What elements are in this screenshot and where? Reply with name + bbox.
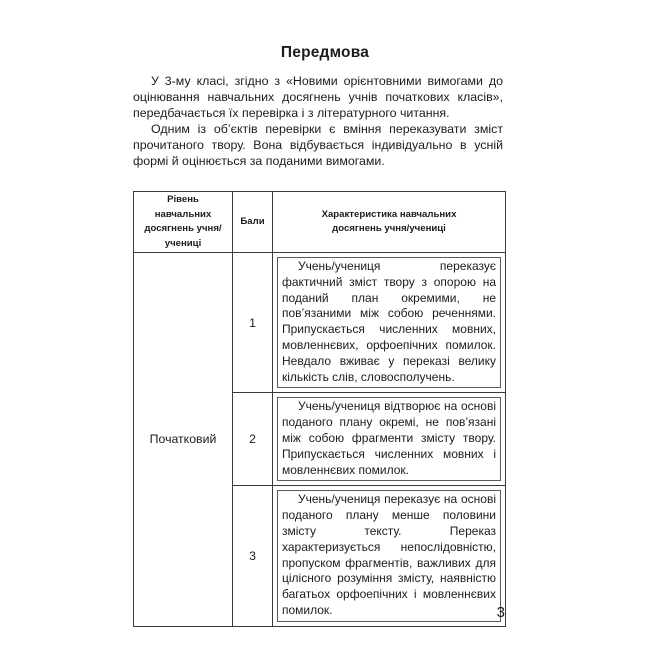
description-cell [273, 393, 506, 486]
table-header-row [134, 192, 506, 253]
page-title: Передмова [280, 44, 370, 61]
score-cell: 3 [233, 486, 273, 626]
page-number: 3 [496, 604, 505, 621]
description-box [277, 490, 501, 621]
table-row [134, 253, 506, 393]
description-box [277, 257, 501, 388]
intro-text [133, 73, 503, 169]
description-box [277, 397, 501, 481]
grading-table [133, 191, 506, 627]
description-cell [273, 486, 506, 626]
description-text: Учень/учениця переказує на основі поданого плану менше половини змісту тексту. Переказ характеризується непослідовністю, пропуском фрагментів, важливих для цілісного розуміння змісту, наявністю багатьох орфоепічних і мовленнєвих помилок. [282, 492, 496, 617]
intro-paragraph-2: Одним із об’єктів перевірки є вміння переказувати зміст прочитаного твору. Вона відбувається індивідуально в усній формі й оцінюється за поданими вимогами. [133, 122, 503, 168]
description-text: Учень/учениця відтворює на основі поданого плану окремі, не пов’язані між собою фрагменти змісту твору. Припускається численних мовних і мовленнєвих помилок. [282, 399, 496, 477]
score-cell: 1 [233, 253, 273, 393]
score-cell: 2 [233, 393, 273, 486]
description-cell [273, 253, 506, 393]
header-description: Характеристика навчальних досягнень учня/учениці [273, 192, 506, 253]
intro-paragraph-1: У 3-му класі, згідно з «Новими орієнтовними вимогами до оцінювання навчальних досягнень учнів початкових класів», передбачається їх перевірка і з літературного читання. [133, 74, 503, 120]
header-level: Рівень навчальних досягнень учня/учениці [134, 192, 233, 253]
description-text: Учень/учениця переказує фактичний зміст твору з опорою на поданий план окремими, не пов’язаними між собою реченнями. Припускається численних мовних, мовленнєвих, орфоепічних помилок. Невдало вживає у переказі велику кількість слів, словосполучень. [282, 259, 496, 384]
header-score: Бали [233, 192, 273, 253]
level-cell: Початковий [134, 253, 233, 627]
